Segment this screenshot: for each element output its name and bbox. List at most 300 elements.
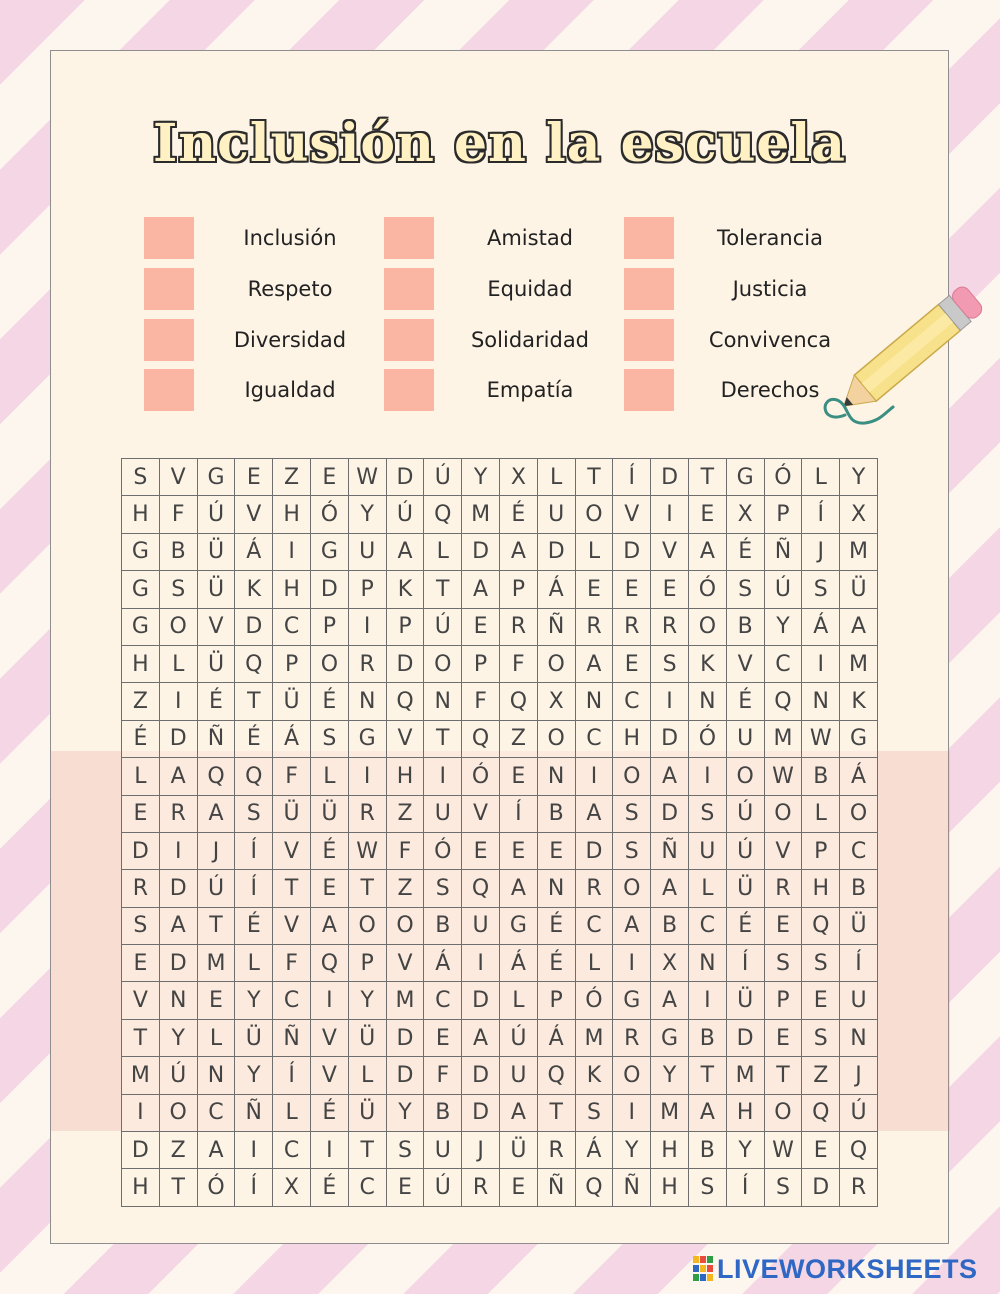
grid-cell[interactable]: G [840,720,878,757]
grid-cell[interactable]: W [348,832,386,869]
grid-cell[interactable]: D [651,795,689,832]
grid-cell[interactable]: S [802,945,840,982]
grid-cell[interactable]: E [310,870,348,907]
grid-cell[interactable]: I [688,982,726,1019]
grid-cell[interactable]: E [764,1019,802,1056]
grid-cell[interactable]: I [802,645,840,682]
grid-cell[interactable]: Á [273,720,311,757]
grid-cell[interactable]: D [386,1019,424,1056]
grid-cell[interactable]: H [651,1132,689,1169]
grid-cell[interactable]: O [726,758,764,795]
grid-cell[interactable]: U [499,1057,537,1094]
grid-cell[interactable]: I [273,533,311,570]
grid-cell[interactable]: G [122,608,160,645]
grid-cell[interactable]: É [235,907,273,944]
grid-cell[interactable]: A [159,907,197,944]
grid-cell[interactable]: Á [424,945,462,982]
grid-cell[interactable]: E [575,571,613,608]
grid-cell[interactable]: H [651,1169,689,1206]
grid-cell[interactable]: L [575,945,613,982]
grid-cell[interactable]: Ü [840,907,878,944]
grid-cell[interactable]: U [840,982,878,1019]
grid-cell[interactable]: É [726,533,764,570]
grid-cell[interactable]: V [235,496,273,533]
grid-cell[interactable]: D [386,459,424,496]
grid-cell[interactable]: V [197,608,235,645]
grid-cell[interactable]: A [386,533,424,570]
grid-cell[interactable]: N [688,683,726,720]
grid-cell[interactable]: T [273,870,311,907]
grid-cell[interactable]: A [651,982,689,1019]
grid-cell[interactable]: S [235,795,273,832]
grid-cell[interactable]: J [802,533,840,570]
grid-cell[interactable]: S [613,795,651,832]
grid-cell[interactable]: S [159,571,197,608]
grid-cell[interactable]: Ü [726,870,764,907]
grid-cell[interactable]: E [651,571,689,608]
grid-cell[interactable]: S [802,571,840,608]
grid-cell[interactable]: Z [122,683,160,720]
grid-cell[interactable]: E [235,459,273,496]
grid-cell[interactable]: H [613,720,651,757]
grid-cell[interactable]: A [310,907,348,944]
grid-cell[interactable]: T [575,459,613,496]
grid-cell[interactable]: P [764,982,802,1019]
grid-cell[interactable]: T [424,720,462,757]
grid-cell[interactable]: Ñ [537,608,575,645]
grid-cell[interactable]: S [386,1132,424,1169]
grid-cell[interactable]: A [840,608,878,645]
grid-cell[interactable]: G [122,571,160,608]
grid-cell[interactable]: A [197,1132,235,1169]
grid-cell[interactable]: L [273,1094,311,1131]
grid-cell[interactable]: Í [802,496,840,533]
grid-cell[interactable]: N [159,982,197,1019]
grid-cell[interactable]: V [651,533,689,570]
grid-cell[interactable]: Í [499,795,537,832]
grid-cell[interactable]: B [424,907,462,944]
grid-cell[interactable]: Y [235,1057,273,1094]
grid-cell[interactable]: U [688,832,726,869]
grid-cell[interactable]: Ü [348,1019,386,1056]
grid-cell[interactable]: D [462,533,500,570]
grid-cell[interactable]: Y [726,1132,764,1169]
grid-cell[interactable]: Ñ [197,720,235,757]
grid-cell[interactable]: P [462,645,500,682]
grid-cell[interactable]: H [122,1169,160,1206]
grid-cell[interactable]: G [651,1019,689,1056]
grid-cell[interactable]: C [613,683,651,720]
grid-cell[interactable]: B [688,1019,726,1056]
grid-cell[interactable]: S [575,1094,613,1131]
grid-cell[interactable]: V [386,945,424,982]
grid-cell[interactable]: É [310,683,348,720]
grid-cell[interactable]: Z [802,1057,840,1094]
grid-cell[interactable]: M [726,1057,764,1094]
grid-cell[interactable]: E [122,795,160,832]
grid-cell[interactable]: K [688,645,726,682]
grid-cell[interactable]: Í [235,1169,273,1206]
grid-cell[interactable]: G [197,459,235,496]
grid-cell[interactable]: Á [537,571,575,608]
grid-cell[interactable]: Q [235,758,273,795]
grid-cell[interactable]: Ú [424,608,462,645]
grid-cell[interactable]: Á [802,608,840,645]
grid-cell[interactable]: E [764,907,802,944]
grid-cell[interactable]: Ó [575,982,613,1019]
grid-cell[interactable]: Á [235,533,273,570]
grid-cell[interactable]: B [688,1132,726,1169]
grid-cell[interactable]: T [159,1169,197,1206]
grid-cell[interactable]: É [537,945,575,982]
grid-cell[interactable]: É [122,720,160,757]
grid-cell[interactable]: C [348,1169,386,1206]
grid-cell[interactable]: T [688,459,726,496]
grid-cell[interactable]: V [462,795,500,832]
grid-cell[interactable]: M [764,720,802,757]
grid-cell[interactable]: T [764,1057,802,1094]
grid-cell[interactable]: Ú [764,571,802,608]
grid-cell[interactable]: A [462,1019,500,1056]
grid-cell[interactable]: L [122,758,160,795]
grid-cell[interactable]: S [613,832,651,869]
grid-cell[interactable]: S [688,1169,726,1206]
grid-cell[interactable]: N [424,683,462,720]
grid-cell[interactable]: E [424,1019,462,1056]
grid-cell[interactable]: T [122,1019,160,1056]
grid-cell[interactable]: A [575,795,613,832]
grid-cell[interactable]: O [613,758,651,795]
grid-cell[interactable]: D [462,982,500,1019]
grid-cell[interactable]: Ó [424,832,462,869]
grid-cell[interactable]: S [802,1019,840,1056]
grid-cell[interactable]: B [726,608,764,645]
grid-cell[interactable]: V [159,459,197,496]
grid-cell[interactable]: U [348,533,386,570]
grid-cell[interactable]: J [840,1057,878,1094]
grid-cell[interactable]: X [840,496,878,533]
grid-cell[interactable]: Ñ [613,1169,651,1206]
grid-cell[interactable]: Q [462,720,500,757]
grid-cell[interactable]: O [537,645,575,682]
grid-cell[interactable]: S [726,571,764,608]
grid-cell[interactable]: R [651,608,689,645]
grid-cell[interactable]: N [840,1019,878,1056]
grid-cell[interactable]: P [499,571,537,608]
grid-cell[interactable]: Ú [840,1094,878,1131]
grid-cell[interactable]: D [651,459,689,496]
grid-cell[interactable]: D [613,533,651,570]
grid-cell[interactable]: N [348,683,386,720]
grid-cell[interactable]: Ü [197,533,235,570]
grid-cell[interactable]: W [764,758,802,795]
grid-cell[interactable]: U [424,795,462,832]
grid-cell[interactable]: Q [386,683,424,720]
grid-cell[interactable]: O [386,907,424,944]
grid-cell[interactable]: I [159,832,197,869]
grid-cell[interactable]: H [802,870,840,907]
grid-cell[interactable]: N [537,870,575,907]
grid-cell[interactable]: Á [537,1019,575,1056]
grid-cell[interactable]: É [197,683,235,720]
word-checkbox[interactable] [384,319,434,361]
grid-cell[interactable]: V [122,982,160,1019]
grid-cell[interactable]: P [348,571,386,608]
grid-cell[interactable]: L [688,870,726,907]
grid-cell[interactable]: T [235,683,273,720]
grid-cell[interactable]: U [462,907,500,944]
grid-cell[interactable]: Q [840,1132,878,1169]
grid-cell[interactable]: B [651,907,689,944]
grid-cell[interactable]: Í [235,832,273,869]
grid-cell[interactable]: N [537,758,575,795]
grid-cell[interactable]: Y [840,459,878,496]
grid-cell[interactable]: N [575,683,613,720]
grid-cell[interactable]: E [688,496,726,533]
grid-cell[interactable]: U [537,496,575,533]
grid-cell[interactable]: A [688,1094,726,1131]
grid-cell[interactable]: V [386,720,424,757]
grid-cell[interactable]: Á [575,1132,613,1169]
grid-cell[interactable]: E [613,645,651,682]
grid-cell[interactable]: Q [310,945,348,982]
grid-cell[interactable]: E [613,571,651,608]
word-checkbox[interactable] [624,369,674,411]
grid-cell[interactable]: I [159,683,197,720]
grid-cell[interactable]: F [499,645,537,682]
word-checkbox[interactable] [624,217,674,259]
grid-cell[interactable]: V [613,496,651,533]
grid-cell[interactable]: C [764,645,802,682]
grid-cell[interactable]: Y [462,459,500,496]
grid-cell[interactable]: D [575,832,613,869]
grid-cell[interactable]: Y [764,608,802,645]
grid-cell[interactable]: Ü [235,1019,273,1056]
grid-cell[interactable]: Á [499,945,537,982]
grid-cell[interactable]: Y [235,982,273,1019]
grid-cell[interactable]: R [575,870,613,907]
grid-cell[interactable]: V [273,832,311,869]
grid-cell[interactable]: O [764,1094,802,1131]
grid-cell[interactable]: A [499,533,537,570]
grid-cell[interactable]: D [802,1169,840,1206]
grid-cell[interactable]: E [802,982,840,1019]
grid-cell[interactable]: K [235,571,273,608]
grid-cell[interactable]: O [424,645,462,682]
grid-cell[interactable]: Ü [499,1132,537,1169]
grid-cell[interactable]: H [273,571,311,608]
grid-cell[interactable]: I [310,982,348,1019]
grid-cell[interactable]: I [613,945,651,982]
grid-cell[interactable]: M [122,1057,160,1094]
grid-cell[interactable]: Í [840,945,878,982]
grid-cell[interactable]: E [310,459,348,496]
grid-cell[interactable]: K [840,683,878,720]
grid-cell[interactable]: Ó [688,571,726,608]
word-checkbox[interactable] [384,369,434,411]
grid-cell[interactable]: É [726,907,764,944]
grid-cell[interactable]: E [122,945,160,982]
grid-cell[interactable]: X [537,683,575,720]
word-checkbox[interactable] [144,268,194,310]
grid-cell[interactable]: I [651,683,689,720]
grid-cell[interactable]: R [613,608,651,645]
grid-cell[interactable]: I [651,496,689,533]
grid-cell[interactable]: Ü [273,795,311,832]
grid-cell[interactable]: D [651,720,689,757]
grid-cell[interactable]: F [386,832,424,869]
grid-cell[interactable]: H [386,758,424,795]
grid-cell[interactable]: L [197,1019,235,1056]
grid-cell[interactable]: L [802,795,840,832]
grid-cell[interactable]: Í [273,1057,311,1094]
grid-cell[interactable]: Á [840,758,878,795]
grid-cell[interactable]: T [197,907,235,944]
grid-cell[interactable]: Í [726,1169,764,1206]
grid-cell[interactable]: C [424,982,462,1019]
grid-cell[interactable]: S [122,459,160,496]
grid-cell[interactable]: Ñ [651,832,689,869]
word-checkbox[interactable] [384,268,434,310]
grid-cell[interactable]: G [613,982,651,1019]
grid-cell[interactable]: Z [499,720,537,757]
grid-cell[interactable]: N [802,683,840,720]
grid-cell[interactable]: O [613,870,651,907]
grid-cell[interactable]: Y [613,1132,651,1169]
grid-cell[interactable]: R [462,1169,500,1206]
grid-cell[interactable]: W [802,720,840,757]
grid-cell[interactable]: T [424,571,462,608]
grid-cell[interactable]: K [386,571,424,608]
grid-cell[interactable]: U [726,720,764,757]
grid-cell[interactable]: M [197,945,235,982]
grid-cell[interactable]: R [764,870,802,907]
word-checkbox[interactable] [624,319,674,361]
grid-cell[interactable]: J [197,832,235,869]
grid-cell[interactable]: V [310,1019,348,1056]
grid-cell[interactable]: L [499,982,537,1019]
grid-cell[interactable]: B [840,870,878,907]
grid-cell[interactable]: O [310,645,348,682]
grid-cell[interactable]: C [688,907,726,944]
grid-cell[interactable]: B [537,795,575,832]
grid-cell[interactable]: E [499,758,537,795]
grid-cell[interactable]: Ú [424,1169,462,1206]
grid-cell[interactable]: V [726,645,764,682]
grid-cell[interactable]: F [159,496,197,533]
grid-cell[interactable]: A [651,870,689,907]
grid-cell[interactable]: Í [726,945,764,982]
grid-cell[interactable]: Ü [273,683,311,720]
grid-cell[interactable]: L [537,459,575,496]
grid-cell[interactable]: D [726,1019,764,1056]
grid-cell[interactable]: Í [235,870,273,907]
grid-cell[interactable]: M [840,645,878,682]
grid-cell[interactable]: O [613,1057,651,1094]
grid-cell[interactable]: R [122,870,160,907]
grid-cell[interactable]: W [348,459,386,496]
grid-cell[interactable]: V [310,1057,348,1094]
grid-cell[interactable]: C [575,720,613,757]
grid-cell[interactable]: E [499,1169,537,1206]
grid-cell[interactable]: L [575,533,613,570]
grid-cell[interactable]: N [197,1057,235,1094]
grid-cell[interactable]: D [537,533,575,570]
grid-cell[interactable]: T [537,1094,575,1131]
grid-cell[interactable]: I [462,945,500,982]
grid-cell[interactable]: Q [197,758,235,795]
grid-cell[interactable]: D [159,720,197,757]
grid-cell[interactable]: Q [802,907,840,944]
grid-cell[interactable]: H [273,496,311,533]
grid-cell[interactable]: S [764,1169,802,1206]
grid-cell[interactable]: Y [348,982,386,1019]
grid-cell[interactable]: Ü [197,571,235,608]
grid-cell[interactable]: J [462,1132,500,1169]
grid-cell[interactable]: O [575,496,613,533]
grid-cell[interactable]: O [348,907,386,944]
grid-cell[interactable]: H [122,496,160,533]
grid-cell[interactable]: A [159,758,197,795]
grid-cell[interactable]: I [348,758,386,795]
grid-cell[interactable]: D [122,832,160,869]
grid-cell[interactable]: R [840,1169,878,1206]
grid-cell[interactable]: S [651,645,689,682]
grid-cell[interactable]: P [537,982,575,1019]
grid-cell[interactable]: O [688,608,726,645]
grid-cell[interactable]: C [273,1132,311,1169]
grid-cell[interactable]: L [802,459,840,496]
grid-cell[interactable]: L [235,945,273,982]
grid-cell[interactable]: A [499,870,537,907]
grid-cell[interactable]: A [462,571,500,608]
grid-cell[interactable]: V [273,907,311,944]
grid-cell[interactable]: E [386,1169,424,1206]
grid-cell[interactable]: G [726,459,764,496]
grid-cell[interactable]: Ñ [273,1019,311,1056]
grid-cell[interactable]: S [688,795,726,832]
grid-cell[interactable]: I [310,1132,348,1169]
grid-cell[interactable]: L [424,533,462,570]
word-checkbox[interactable] [144,217,194,259]
grid-cell[interactable]: I [613,1094,651,1131]
grid-cell[interactable]: C [575,907,613,944]
grid-cell[interactable]: D [462,1094,500,1131]
grid-cell[interactable]: G [348,720,386,757]
grid-cell[interactable]: P [273,645,311,682]
grid-cell[interactable]: M [575,1019,613,1056]
grid-cell[interactable]: E [499,832,537,869]
grid-cell[interactable]: F [424,1057,462,1094]
grid-cell[interactable]: Q [537,1057,575,1094]
grid-cell[interactable]: T [348,1132,386,1169]
grid-cell[interactable]: I [348,608,386,645]
grid-cell[interactable]: Í [613,459,651,496]
grid-cell[interactable]: Ü [348,1094,386,1131]
grid-cell[interactable]: O [159,1094,197,1131]
grid-cell[interactable]: Ñ [235,1094,273,1131]
grid-cell[interactable]: R [348,645,386,682]
word-checkbox[interactable] [624,268,674,310]
grid-cell[interactable]: Q [802,1094,840,1131]
grid-cell[interactable]: Y [386,1094,424,1131]
grid-cell[interactable]: C [273,608,311,645]
grid-cell[interactable]: X [651,945,689,982]
grid-cell[interactable]: S [764,945,802,982]
grid-cell[interactable]: D [386,1057,424,1094]
grid-cell[interactable]: L [310,758,348,795]
grid-cell[interactable]: S [122,907,160,944]
